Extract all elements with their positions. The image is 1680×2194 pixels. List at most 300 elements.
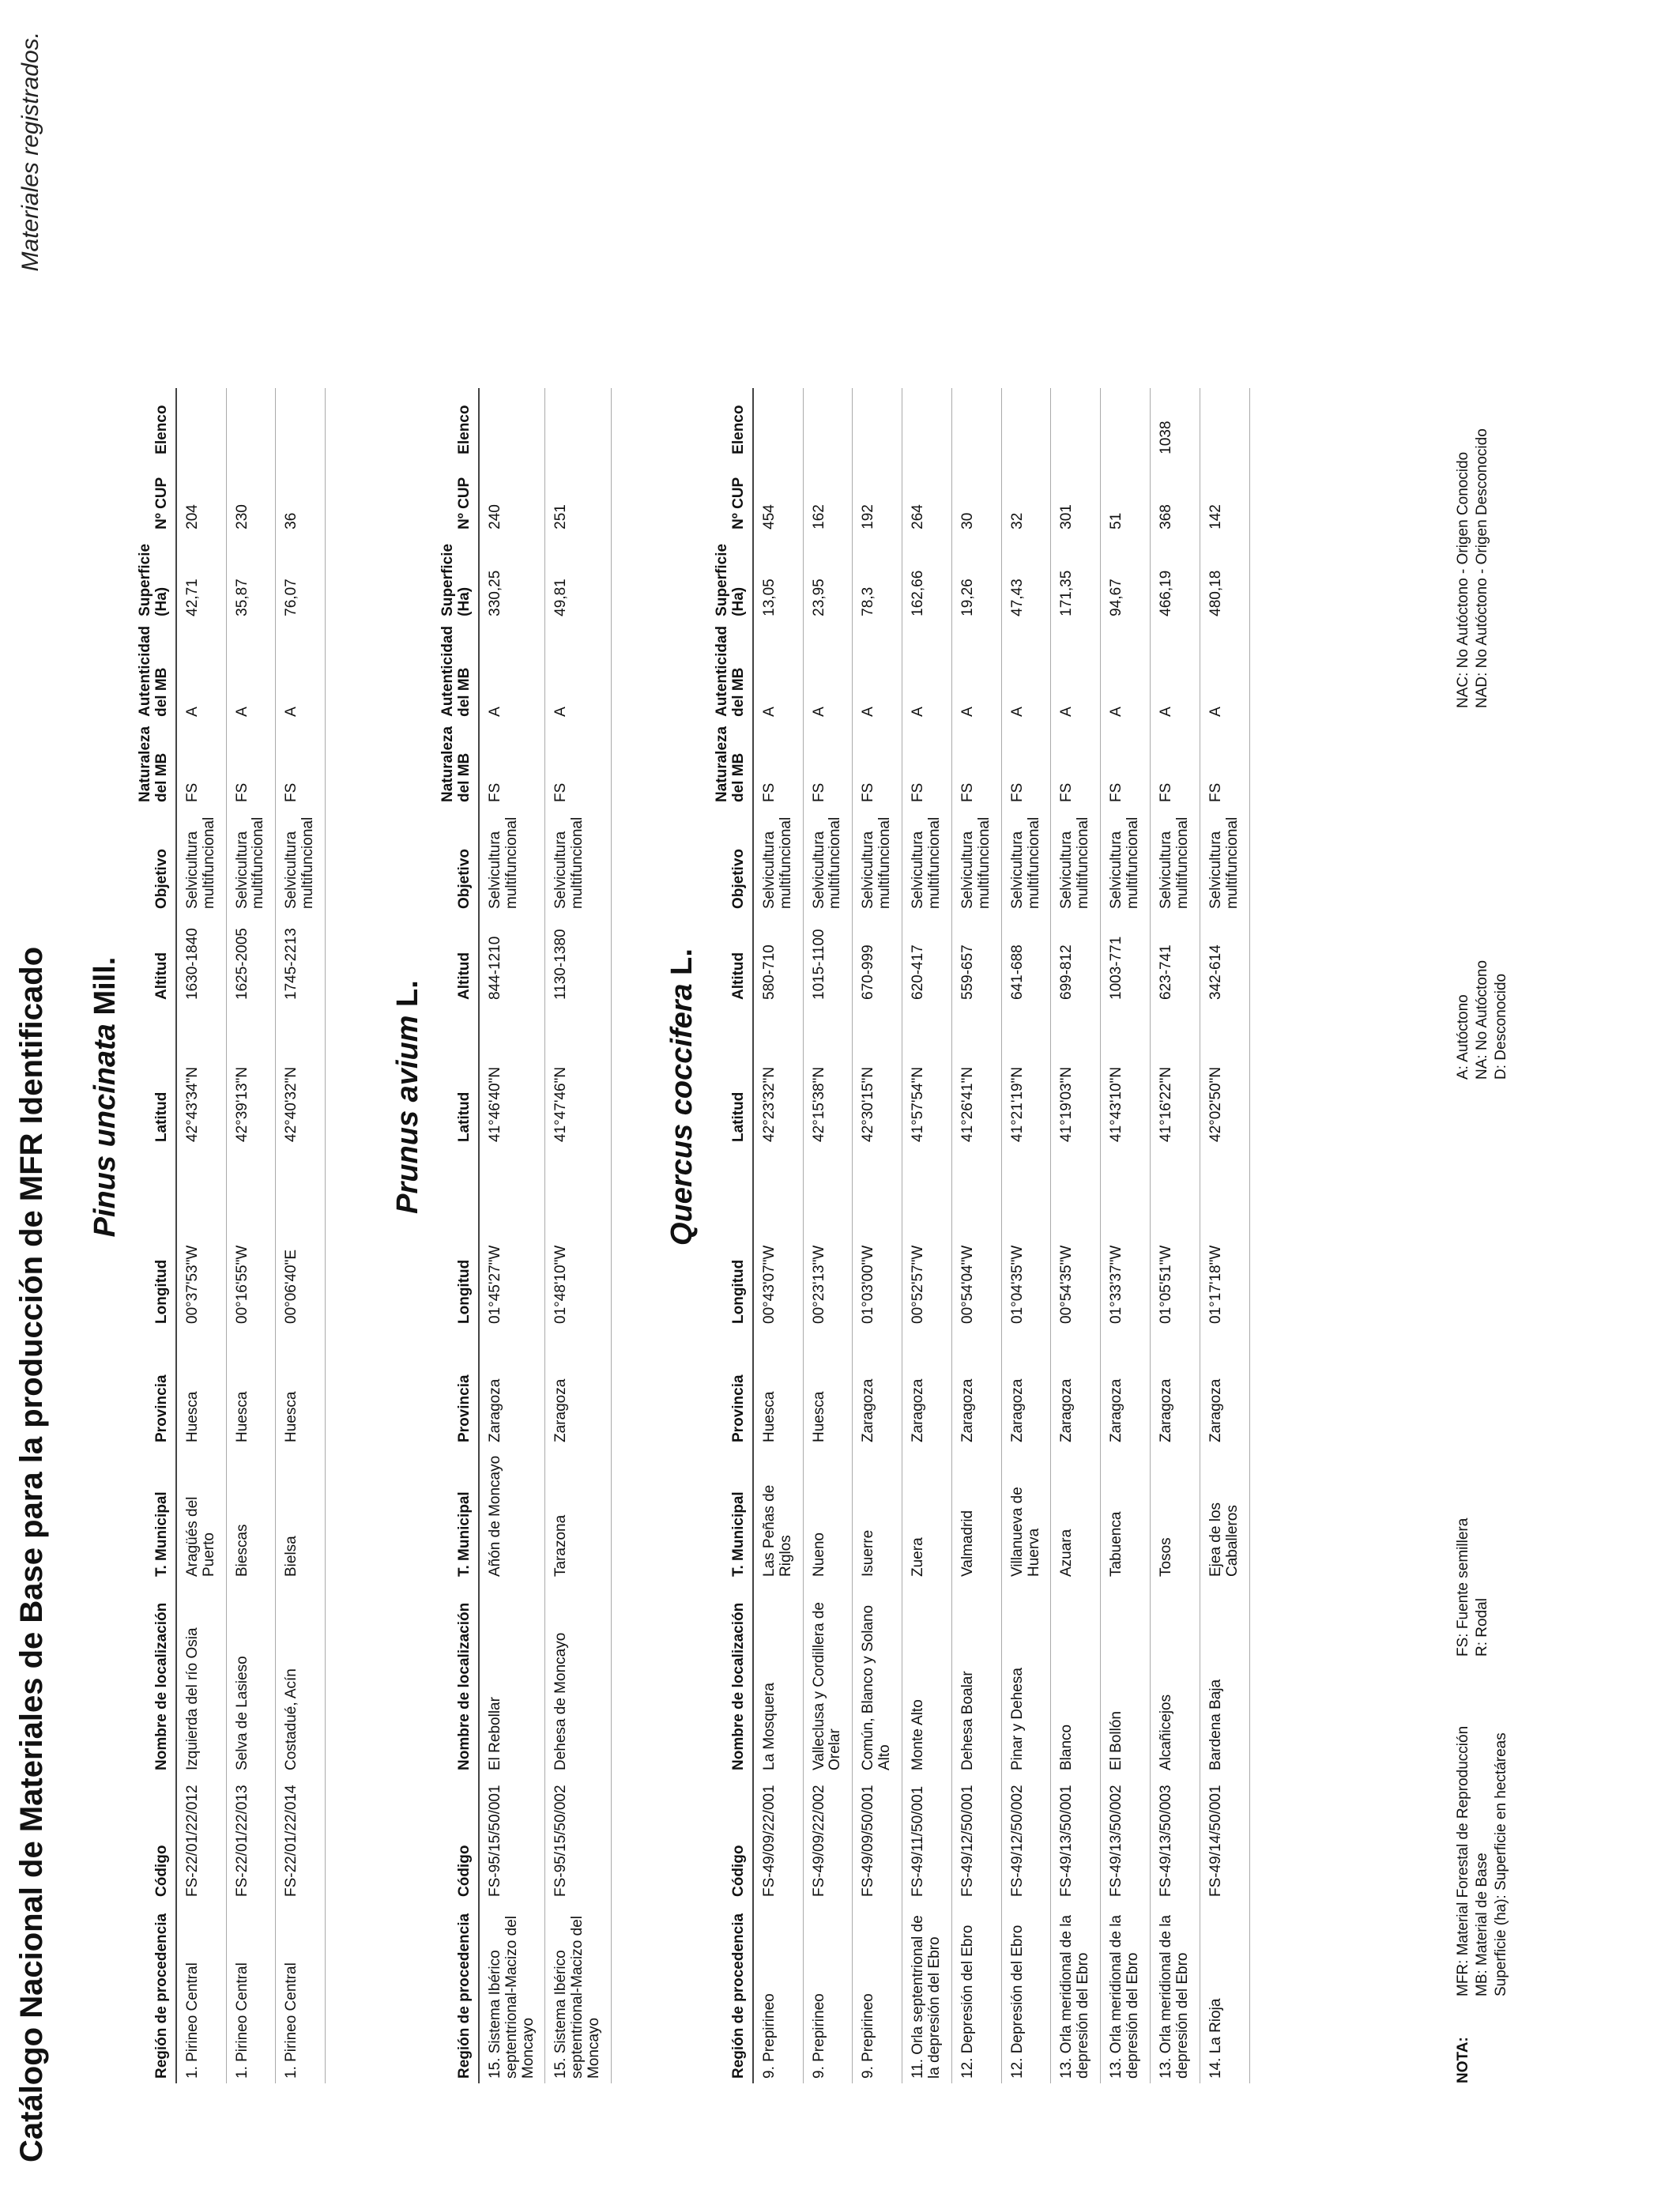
cell-location: Blanco [1051, 1581, 1101, 1775]
cell-elenco [226, 388, 276, 459]
column-header-latitude: Latitud [437, 1005, 479, 1147]
cell-authenticity: A [226, 621, 276, 722]
column-header-province: Provincia [711, 1329, 753, 1447]
cell-authenticity: A [753, 621, 803, 722]
column-header-elenco: Elenco [437, 388, 479, 459]
cell-objective: Selvicultura multifuncional [1051, 807, 1101, 914]
cell-surface: 162,66 [902, 534, 952, 621]
cell-province: Huesca [803, 1329, 853, 1447]
cell-latitude: 42°30'15"N [853, 1005, 902, 1147]
column-header-municipality: T. Municipal [134, 1447, 176, 1581]
column-header-region: Región de procedencia [134, 1902, 176, 2083]
materials-table [134, 388, 326, 2083]
column-header-authenticity: Autenticidad del MB [437, 621, 479, 722]
cell-authenticity: A [902, 621, 952, 722]
cell-region: 11. Orla septentrional de la depresión del Ebro [902, 1902, 952, 2083]
column-header-authenticity: Autenticidad del MB [711, 621, 753, 722]
table-row [226, 388, 276, 2083]
cell-latitude: 42°39'13"N [226, 1005, 276, 1147]
column-header-code: Código [711, 1775, 753, 1902]
cell-municipality: Nueno [803, 1447, 853, 1581]
cell-objective: Selvicultura multifuncional [276, 807, 326, 914]
cell-authenticity: A [1001, 621, 1051, 722]
note-line: FS: Fuente semillera [1455, 1517, 1471, 1657]
cell-altitude: 1625-2005 [226, 914, 276, 1005]
cell-nature: FS [853, 722, 902, 807]
cell-surface: 19,26 [951, 534, 1001, 621]
cell-cup: 454 [753, 459, 803, 534]
table-row [1001, 388, 1051, 2083]
cell-municipality: Villanueva de Huerva [1001, 1447, 1051, 1581]
cell-authenticity: A [1051, 621, 1101, 722]
note-line: NAC: No Autóctono - Origen Conocido [1455, 451, 1471, 708]
column-header-objective: Objetivo [437, 807, 479, 914]
cell-authenticity: A [176, 621, 226, 722]
cell-latitude: 42°40'32"N [276, 1005, 326, 1147]
cell-surface: 94,67 [1101, 534, 1151, 621]
cell-location: Común, Blanco y Solano Alto [853, 1581, 902, 1775]
column-header-elenco: Elenco [711, 388, 753, 459]
cell-objective: Selvicultura multifuncional [853, 807, 902, 914]
cell-province: Zaragoza [1051, 1329, 1101, 1447]
cell-elenco [753, 388, 803, 459]
cell-province: Zaragoza [545, 1329, 612, 1447]
column-header-location: Nombre de localización [437, 1581, 479, 1775]
cell-cup: 162 [803, 459, 853, 534]
notes-column [1454, 960, 1510, 1080]
column-header-surface: Superficie (Ha) [711, 534, 753, 621]
column-header-location: Nombre de localización [711, 1581, 753, 1775]
cell-surface: 13,05 [753, 534, 803, 621]
cell-code: FS-49/14/50/001 [1200, 1775, 1249, 1902]
cell-cup: 230 [226, 459, 276, 534]
cell-nature: FS [1001, 722, 1051, 807]
column-header-elenco: Elenco [134, 388, 176, 459]
column-header-region: Región de procedencia [437, 1902, 479, 2083]
cell-altitude: 1745-2213 [276, 914, 326, 1005]
cell-municipality: Tosos [1151, 1447, 1200, 1581]
cell-surface: 330,25 [479, 534, 545, 621]
cell-region: 13. Orla meridional de la depresión del Ebro [1051, 1902, 1101, 2083]
column-header-objective: Objetivo [134, 807, 176, 914]
cell-objective: Selvicultura multifuncional [176, 807, 226, 914]
cell-nature: FS [1200, 722, 1249, 807]
cell-region: 1. Pirineo Central [276, 1902, 326, 2083]
cell-province: Huesca [276, 1329, 326, 1447]
cell-region: 13. Orla meridional de la depresión del Ebro [1151, 1902, 1200, 2083]
note-line: R: Rodal [1473, 1598, 1490, 1657]
materials-table [437, 388, 612, 2083]
cell-region: 14. La Rioja [1200, 1902, 1249, 2083]
column-header-cup: Nº CUP [711, 459, 753, 534]
note-line: Superficie (ha): Superficie en hectáreas [1492, 1732, 1509, 1996]
cell-municipality: Aragüés del Puerto [176, 1447, 226, 1581]
cell-longitude: 01°04'35"W [1001, 1147, 1051, 1329]
cell-altitude: 580-710 [753, 914, 803, 1005]
cell-code: FS-49/12/50/002 [1001, 1775, 1051, 1902]
column-header-cup: Nº CUP [134, 459, 176, 534]
cell-cup: 240 [479, 459, 545, 534]
cell-latitude: 41°21'19"N [1001, 1005, 1051, 1147]
column-header-objective: Objetivo [711, 807, 753, 914]
cell-region: 13. Orla meridional de la depresión del Ebro [1101, 1902, 1151, 2083]
cell-municipality: Las Peñas de Riglos [753, 1447, 803, 1581]
column-header-code: Código [134, 1775, 176, 1902]
cell-latitude: 42°02'50"N [1200, 1005, 1249, 1147]
cell-location: Bardena Baja [1200, 1581, 1249, 1775]
note-line: MB: Material de Base [1473, 1853, 1490, 1996]
cell-province: Huesca [226, 1329, 276, 1447]
cell-location: Dehesa Boalar [951, 1581, 1001, 1775]
table-row [951, 388, 1001, 2083]
cell-objective: Selvicultura multifuncional [803, 807, 853, 914]
species-author: L. [665, 948, 699, 975]
species-heading [665, 0, 699, 2194]
cell-province: Zaragoza [1001, 1329, 1051, 1447]
cell-altitude: 1630-1840 [176, 914, 226, 1005]
cell-latitude: 41°19'03"N [1051, 1005, 1101, 1147]
cell-region: 12. Depresión del Ebro [951, 1902, 1001, 2083]
cell-location: Valleclusa y Cordillera de Orelar [803, 1581, 853, 1775]
cell-authenticity: A [545, 621, 612, 722]
cell-elenco [853, 388, 902, 459]
cell-altitude: 670-999 [853, 914, 902, 1005]
cell-elenco [902, 388, 952, 459]
cell-longitude: 00°43'07"W [753, 1147, 803, 1329]
cell-longitude: 01°48'10"W [545, 1147, 612, 1329]
cell-longitude: 00°23'13"W [803, 1147, 853, 1329]
cell-longitude: 00°06'40"E [276, 1147, 326, 1329]
cell-municipality: Zuera [902, 1447, 952, 1581]
cell-region: 12. Depresión del Ebro [1001, 1902, 1051, 2083]
document-title: Catálogo Nacional de Materiales de Base para la producción de MFR Identificado [14, 946, 49, 2162]
cell-cup: 192 [853, 459, 902, 534]
cell-longitude: 00°54'04"W [951, 1147, 1001, 1329]
cell-elenco [176, 388, 226, 459]
cell-longitude: 00°37'53"W [176, 1147, 226, 1329]
cell-objective: Selvicultura multifuncional [1200, 807, 1249, 914]
cell-location: Alcañicejos [1151, 1581, 1200, 1775]
cell-elenco [479, 388, 545, 459]
cell-municipality: Tarazona [545, 1447, 612, 1581]
cell-latitude: 42°43'34"N [176, 1005, 226, 1147]
cell-municipality: Valmadrid [951, 1447, 1001, 1581]
column-header-nature: Naturaleza del MB [134, 722, 176, 807]
cell-code: FS-49/09/50/001 [853, 1775, 902, 1902]
cell-elenco: 1038 [1151, 388, 1200, 459]
cell-location: El Bollón [1101, 1581, 1151, 1775]
cell-location: Costadué, Acín [276, 1581, 326, 1775]
species-heading [391, 0, 425, 2194]
cell-province: Zaragoza [902, 1329, 952, 1447]
cell-altitude: 620-417 [902, 914, 952, 1005]
table-row [545, 388, 612, 2083]
cell-altitude: 844-1210 [479, 914, 545, 1005]
cell-code: FS-95/15/50/001 [479, 1775, 545, 1902]
column-header-longitude: Longitud [134, 1147, 176, 1329]
cell-province: Zaragoza [479, 1329, 545, 1447]
cell-location: La Mosquera [753, 1581, 803, 1775]
cell-surface: 23,95 [803, 534, 853, 621]
cell-latitude: 42°15'38"N [803, 1005, 853, 1147]
cell-elenco [276, 388, 326, 459]
cell-code: FS-49/13/50/002 [1101, 1775, 1151, 1902]
cell-municipality: Ejea de los Caballeros [1200, 1447, 1249, 1581]
table-row [479, 388, 545, 2083]
cell-province: Zaragoza [951, 1329, 1001, 1447]
column-header-latitude: Latitud [134, 1005, 176, 1147]
cell-nature: FS [479, 722, 545, 807]
table-row [1101, 388, 1151, 2083]
cell-latitude: 41°47'46"N [545, 1005, 612, 1147]
column-header-municipality: T. Municipal [437, 1447, 479, 1581]
column-header-altitude: Altitud [437, 914, 479, 1005]
cell-nature: FS [176, 722, 226, 807]
cell-nature: FS [1151, 722, 1200, 807]
cell-latitude: 41°46'40"N [479, 1005, 545, 1147]
cell-objective: Selvicultura multifuncional [951, 807, 1001, 914]
notes-label: NOTA: [1455, 2037, 1471, 2083]
table-row [803, 388, 853, 2083]
cell-longitude: 01°17'18"W [1200, 1147, 1249, 1329]
cell-altitude: 342-614 [1200, 914, 1249, 1005]
cell-municipality: Azuara [1051, 1447, 1101, 1581]
cell-latitude: 41°43'10"N [1101, 1005, 1151, 1147]
cell-code: FS-22/01/22/014 [276, 1775, 326, 1902]
cell-objective: Selvicultura multifuncional [1101, 807, 1151, 914]
cell-authenticity: A [1151, 621, 1200, 722]
table-row [276, 388, 326, 2083]
cell-region: 9. Prepirineo [853, 1902, 902, 2083]
cell-location: Izquierda del río Osia [176, 1581, 226, 1775]
column-header-altitude: Altitud [134, 914, 176, 1005]
cell-nature: FS [902, 722, 952, 807]
header-row [134, 388, 176, 2083]
cell-latitude: 41°57'54"N [902, 1005, 952, 1147]
cell-altitude: 1130-1380 [545, 914, 612, 1005]
table-row [1151, 388, 1200, 2083]
cell-region: 15. Sistema Ibérico septentrional-Macizo del Moncayo [545, 1902, 612, 2083]
cell-longitude: 00°16'55"W [226, 1147, 276, 1329]
cell-nature: FS [545, 722, 612, 807]
column-header-region: Región de procedencia [711, 1902, 753, 2083]
table-row [753, 388, 803, 2083]
cell-latitude: 42°23'32"N [753, 1005, 803, 1147]
cell-code: FS-49/13/50/003 [1151, 1775, 1200, 1902]
cell-elenco [1200, 388, 1249, 459]
notes-column [1454, 1518, 1492, 1657]
cell-province: Huesca [753, 1329, 803, 1447]
cell-cup: 142 [1200, 459, 1249, 534]
cell-authenticity: A [276, 621, 326, 722]
column-header-longitude: Longitud [437, 1147, 479, 1329]
column-header-code: Código [437, 1775, 479, 1902]
note-line: MFR: Material Forestal de Reproducción [1455, 1725, 1471, 1996]
cell-cup: 204 [176, 459, 226, 534]
cell-municipality: Bielsa [276, 1447, 326, 1581]
cell-cup: 264 [902, 459, 952, 534]
cell-cup: 51 [1101, 459, 1151, 534]
column-header-authenticity: Autenticidad del MB [134, 621, 176, 722]
cell-elenco [803, 388, 853, 459]
cell-surface: 47,43 [1001, 534, 1051, 621]
cell-authenticity: A [951, 621, 1001, 722]
cell-surface: 78,3 [853, 534, 902, 621]
cell-municipality: Añón de Moncayo [479, 1447, 545, 1581]
species-name: Pinus uncinata [89, 1023, 122, 1238]
cell-elenco [1101, 388, 1151, 459]
cell-location: Dehesa de Moncayo [545, 1581, 612, 1775]
cell-location: Pinar y Dehesa [1001, 1581, 1051, 1775]
cell-longitude: 01°45'27"W [479, 1147, 545, 1329]
cell-nature: FS [1051, 722, 1101, 807]
column-header-municipality: T. Municipal [711, 1447, 753, 1581]
table-row [176, 388, 226, 2083]
table-row [902, 388, 952, 2083]
cell-authenticity: A [1101, 621, 1151, 722]
cell-surface: 35,87 [226, 534, 276, 621]
cell-latitude: 41°16'22"N [1151, 1005, 1200, 1147]
notes-column [1454, 1726, 1510, 1996]
species-author: L. [391, 980, 424, 1007]
cell-altitude: 559-657 [951, 914, 1001, 1005]
page-header [6, 32, 62, 2162]
table-row [853, 388, 902, 2083]
cell-cup: 36 [276, 459, 326, 534]
cell-longitude: 00°54'35"W [1051, 1147, 1101, 1329]
cell-nature: FS [803, 722, 853, 807]
header-row [711, 388, 753, 2083]
cell-nature: FS [226, 722, 276, 807]
cell-surface: 42,71 [176, 534, 226, 621]
cell-province: Zaragoza [1200, 1329, 1249, 1447]
cell-cup: 32 [1001, 459, 1051, 534]
cell-nature: FS [951, 722, 1001, 807]
cell-cup: 301 [1051, 459, 1101, 534]
cell-objective: Selvicultura multifuncional [1001, 807, 1051, 914]
cell-surface: 171,35 [1051, 534, 1101, 621]
cell-authenticity: A [803, 621, 853, 722]
column-header-surface: Superficie (Ha) [437, 534, 479, 621]
column-header-nature: Naturaleza del MB [711, 722, 753, 807]
cell-objective: Selvicultura multifuncional [902, 807, 952, 914]
cell-objective: Selvicultura multifuncional [226, 807, 276, 914]
cell-altitude: 641-688 [1001, 914, 1051, 1005]
cell-code: FS-22/01/22/012 [176, 1775, 226, 1902]
cell-elenco [545, 388, 612, 459]
cell-region: 9. Prepirineo [803, 1902, 853, 2083]
notes-column [1454, 428, 1492, 708]
note-line: D: Desconocido [1492, 973, 1509, 1080]
cell-code: FS-22/01/22/013 [226, 1775, 276, 1902]
species-author: Mill. [89, 956, 122, 1016]
cell-cup: 30 [951, 459, 1001, 534]
cell-objective: Selvicultura multifuncional [545, 807, 612, 914]
cell-province: Zaragoza [1151, 1329, 1200, 1447]
cell-altitude: 1003-771 [1101, 914, 1151, 1005]
cell-objective: Selvicultura multifuncional [479, 807, 545, 914]
cell-altitude: 1015-1100 [803, 914, 853, 1005]
note-line: A: Autóctono [1455, 994, 1471, 1080]
cell-nature: FS [1101, 722, 1151, 807]
column-header-surface: Superficie (Ha) [134, 534, 176, 621]
column-header-longitude: Longitud [711, 1147, 753, 1329]
cell-elenco [1051, 388, 1101, 459]
table-row [1051, 388, 1101, 2083]
cell-authenticity: A [479, 621, 545, 722]
cell-latitude: 41°26'41"N [951, 1005, 1001, 1147]
column-header-nature: Naturaleza del MB [437, 722, 479, 807]
cell-surface: 76,07 [276, 534, 326, 621]
cell-municipality: Biescas [226, 1447, 276, 1581]
cell-region: 1. Pirineo Central [176, 1902, 226, 2083]
cell-longitude: 01°05'51"W [1151, 1147, 1200, 1329]
cell-cup: 368 [1151, 459, 1200, 534]
species-name: Prunus avium [391, 1015, 424, 1214]
cell-cup: 251 [545, 459, 612, 534]
cell-code: FS-49/09/22/001 [753, 1775, 803, 1902]
cell-code: FS-49/09/22/002 [803, 1775, 853, 1902]
cell-province: Zaragoza [1101, 1329, 1151, 1447]
cell-code: FS-95/15/50/002 [545, 1775, 612, 1902]
materials-table [711, 388, 1250, 2083]
note-line: NA: No Autóctono [1473, 959, 1490, 1080]
cell-longitude: 00°52'57"W [902, 1147, 952, 1329]
species-name: Quercus coccifera [665, 983, 699, 1246]
cell-altitude: 623-741 [1151, 914, 1200, 1005]
cell-objective: Selvicultura multifuncional [753, 807, 803, 914]
cell-location: El Rebollar [479, 1581, 545, 1775]
table-row [1200, 388, 1249, 2083]
cell-objective: Selvicultura multifuncional [1151, 807, 1200, 914]
cell-elenco [951, 388, 1001, 459]
column-header-province: Provincia [437, 1329, 479, 1447]
cell-region: 9. Prepirineo [753, 1902, 803, 2083]
column-header-latitude: Latitud [711, 1005, 753, 1147]
cell-nature: FS [276, 722, 326, 807]
cell-surface: 466,19 [1151, 534, 1200, 621]
cell-code: FS-49/11/50/001 [902, 1775, 952, 1902]
cell-location: Selva de Lasieso [226, 1581, 276, 1775]
cell-altitude: 699-812 [1051, 914, 1101, 1005]
cell-authenticity: A [1200, 621, 1249, 722]
cell-longitude: 01°33'37"W [1101, 1147, 1151, 1329]
cell-municipality: Isuerre [853, 1447, 902, 1581]
column-header-province: Provincia [134, 1329, 176, 1447]
species-heading [89, 0, 122, 2194]
cell-location: Monte Alto [902, 1581, 952, 1775]
cell-region: 15. Sistema Ibérico septentrional-Macizo del Moncayo [479, 1902, 545, 2083]
header-row [437, 388, 479, 2083]
cell-municipality: Tabuenca [1101, 1447, 1151, 1581]
document-subtitle: Materiales registrados. [17, 32, 43, 272]
cell-nature: FS [753, 722, 803, 807]
column-header-location: Nombre de localización [134, 1581, 176, 1775]
cell-province: Huesca [176, 1329, 226, 1447]
cell-code: FS-49/12/50/001 [951, 1775, 1001, 1902]
cell-code: FS-49/13/50/001 [1051, 1775, 1101, 1902]
cell-surface: 480,18 [1200, 534, 1249, 621]
cell-province: Zaragoza [853, 1329, 902, 1447]
column-header-cup: Nº CUP [437, 459, 479, 534]
column-header-altitude: Altitud [711, 914, 753, 1005]
cell-region: 1. Pirineo Central [226, 1902, 276, 2083]
cell-authenticity: A [853, 621, 902, 722]
cell-longitude: 01°03'00"W [853, 1147, 902, 1329]
cell-surface: 49,81 [545, 534, 612, 621]
note-line: NAD: No Autóctono - Origen Desconocido [1473, 428, 1490, 708]
cell-elenco [1001, 388, 1051, 459]
